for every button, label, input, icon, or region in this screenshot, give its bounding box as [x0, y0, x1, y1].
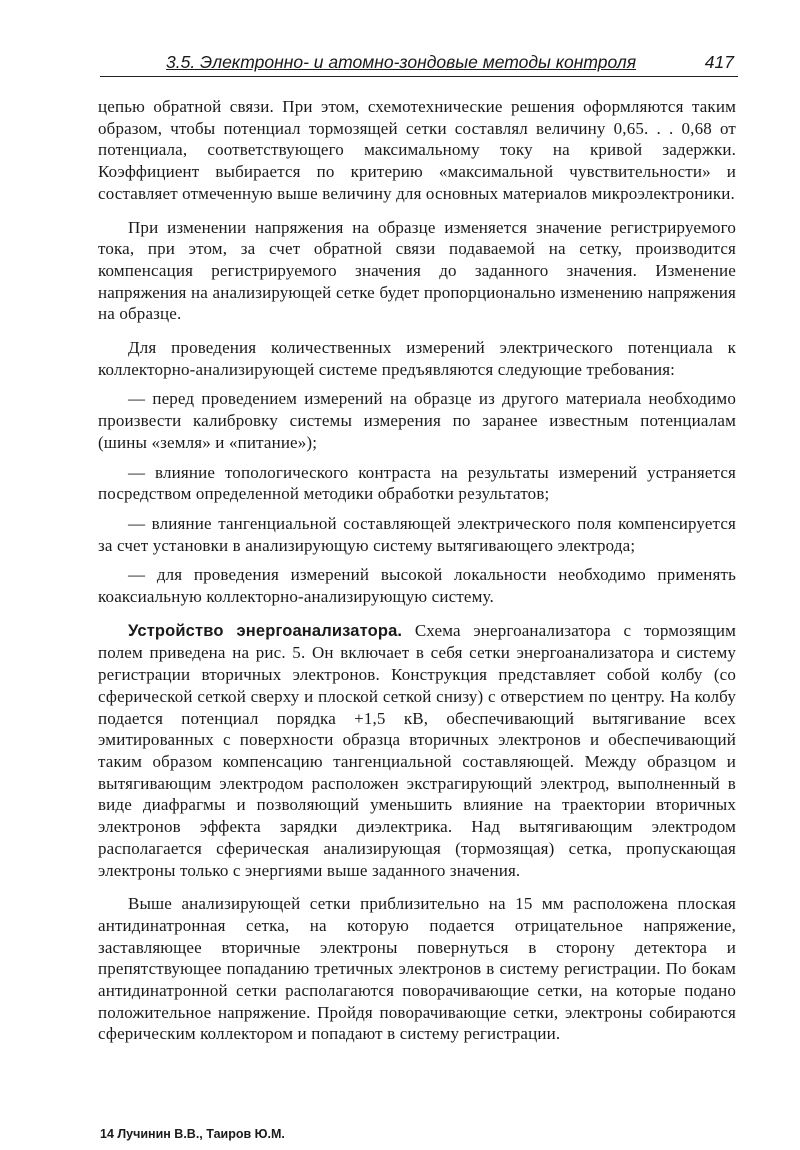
paragraph-continuation: цепью обратной связи. При этом, схемотехнические решения оформляются таким образом, чтобы потенциал тормозящей сетки составлял величину 0,65. . . 0,68 от потенциала, соответствующего максимальному току на кривой задержки. Коэффициент выбирается по критерию «максимальной чувствительности» и составляет отмеченную выше величину для основных материалов микроэлектроники.	[98, 97, 736, 203]
paragraph-requirements-intro: Для проведения количественных измерений электрического потенциала к коллекторно-анализирующей системе предъявляются следующие требования:	[98, 338, 736, 379]
list-item-coaxial: — для проведения измерений высокой локальности необходимо применять коаксиальную коллекторно-анализирующую систему.	[98, 565, 736, 607]
list-item-topology: — влияние топологического контраста на результаты измерений устраняется посредством определенной методики обработки результатов;	[98, 462, 736, 504]
footer-signature: 14 Лучинин В.В., Таиров Ю.М.	[100, 1127, 285, 1141]
paragraph-antidynatron: Выше анализирующей сетки приблизительно на 15 мм расположена плоская антидинатронная сетка, на которую подается отрицательное напряжение, заставляющее вторичные электроны повернуться в сторону детектора и препятствующее попаданию третичных электронов в систему регистрации. По бокам антидинатронной сетки располагаются поворачивающие сетки, на которые подано положительное напряжение. Пройдя поворачивающие сетки, электроны собираются сферическим коллектором и попадают в систему регистрации.	[98, 894, 736, 1044]
paragraph-voltage: При изменении напряжения на образце изменяется значение регистрируемого тока, при этом, за счет обратной связи подаваемой на сетку, производится компенсация регистрируемого значения до заданного значения. Изменение напряжения на анализирующей сетке будет пропорционально изменению напряжения на образце.	[98, 217, 736, 324]
page-body	[98, 96, 736, 1057]
list-item-tangential: — влияние тангенциальной составляющей электрического поля компенсируется за счет установки в анализирующую систему вытягивающего электрода;	[98, 513, 736, 555]
device-heading: Устройство энергоанализатора.	[128, 621, 403, 640]
running-header	[100, 50, 738, 77]
section-title: 3.5. Электронно- и атомно-зондовые методы контроля	[166, 52, 637, 72]
paragraph-device	[98, 620, 736, 881]
page-number: 417	[704, 52, 734, 72]
list-item-calibration: — перед проведением измерений на образце из другого материала необходимо произвести калибровку системы измерения по заранее известным потенциалам (шины «земля» и «питание»);	[98, 389, 736, 452]
device-text: Схема энергоанализатора с тормозящим полем приведена на рис. 5. Он включает в себя сетки энергоанализатора и систему регистрации вторичных электронов. Конструкция представляет собой колбу (со сферической сеткой сверху и плоской сеткой снизу) с отверстием по центру. На колбу подается потенциал порядка +1,5 кВ, обеспечивающий вытягивание всех эмитированных с поверхности образца вторичных электронов и обеспечивающий таким образом компенсацию тангенциальной составляющей. Между образцом и вытягивающим электродом расположен экстрагирующий электрод, выполненный в виде диафрагмы и позволяющий уменьшить влияние на траектории вторичных электронов эффекта зарядки диэлектрика. Над вытягивающим электродом располагается сферическая анализирующая (тормозящая) сетка, пропускающая электроны только с энергиями выше заданного значения.	[98, 620, 737, 880]
